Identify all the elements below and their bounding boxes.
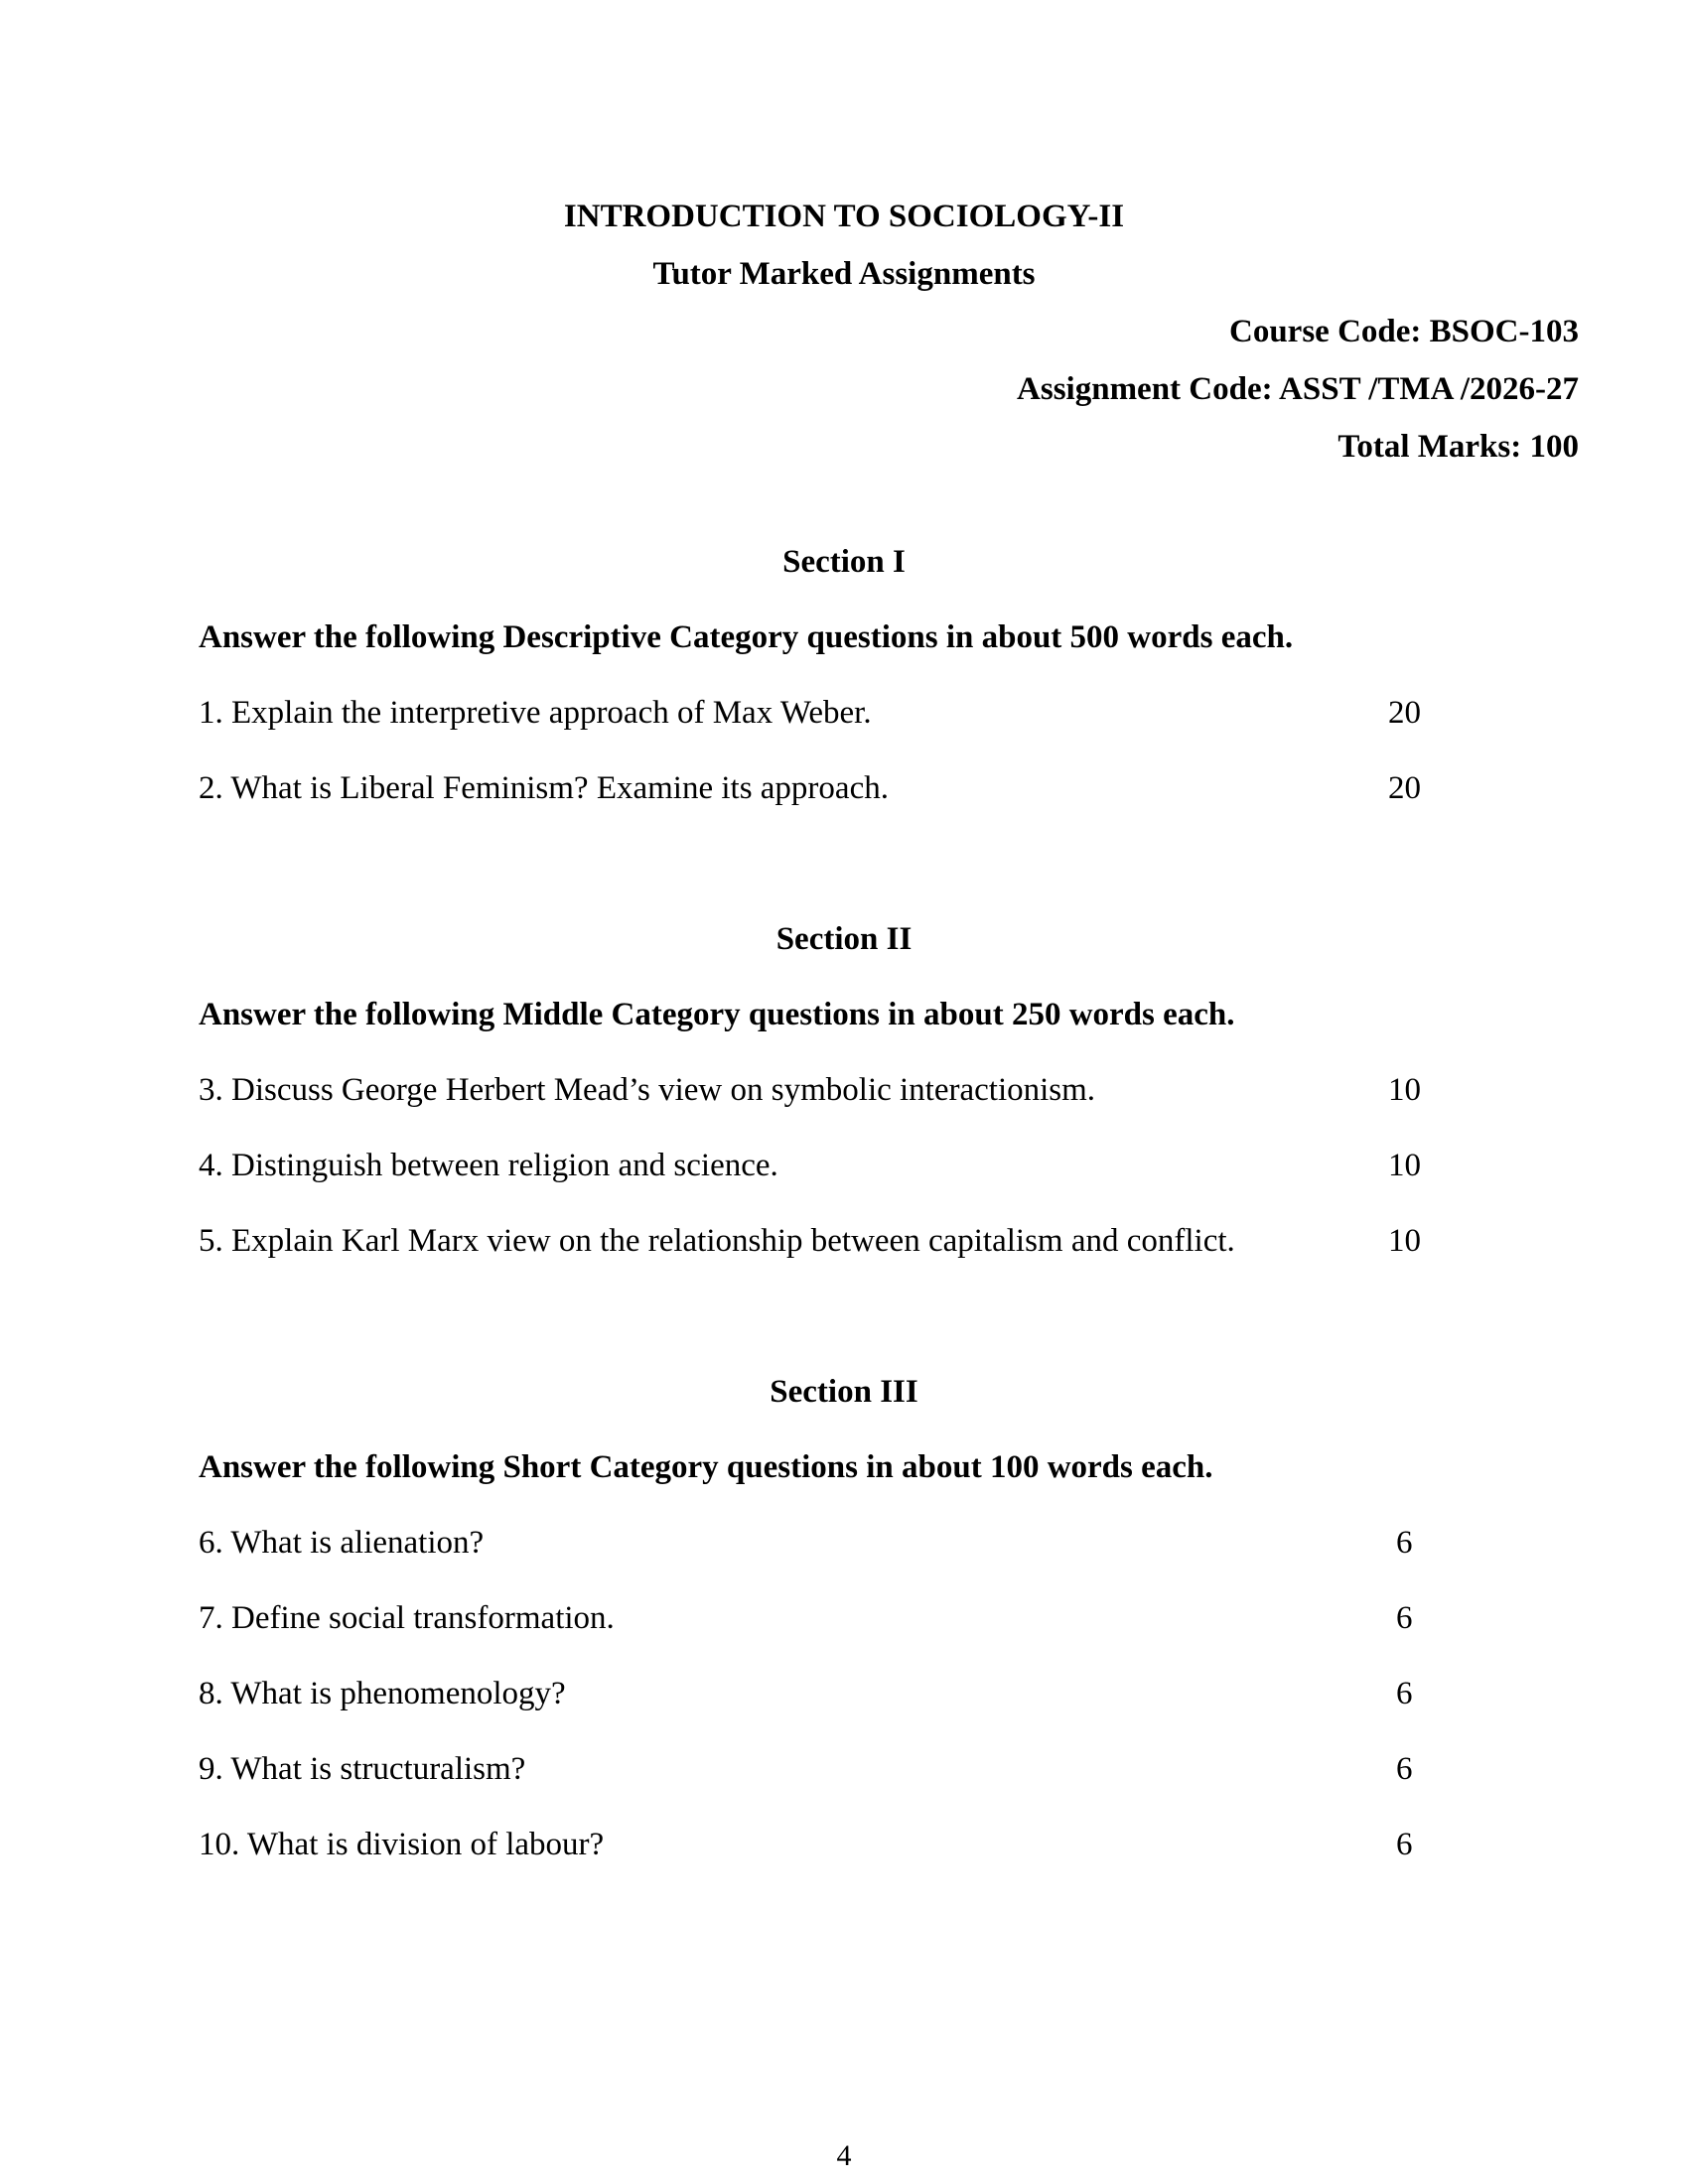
question-marks: 10: [1388, 1148, 1421, 1183]
section-3-heading: Section III: [770, 1374, 918, 1410]
section-2-heading: Section II: [775, 921, 913, 957]
question-text: 6. What is alienation?: [199, 1525, 485, 1561]
question-marks: 6: [1396, 1676, 1413, 1711]
question-marks: 20: [1388, 770, 1421, 806]
question-marks: 6: [1396, 1525, 1413, 1561]
question-text: 10. What is division of labour?: [199, 1827, 605, 1862]
section-1-instruction: Answer the following Descriptive Category questions in about 500 words each.: [199, 619, 1294, 655]
question-text: 8. What is phenomenology?: [199, 1676, 566, 1711]
question-text: 2. What is Liberal Feminism? Examine its approach.: [199, 770, 889, 806]
section-2-instruction: Answer the following Middle Category questions in about 250 words each.: [199, 997, 1235, 1032]
total-marks: Total Marks: 100: [1337, 429, 1579, 465]
section-3-instruction: Answer the following Short Category questions in about 100 words each.: [199, 1449, 1213, 1485]
question-marks: 6: [1396, 1600, 1413, 1636]
document-subtitle: Tutor Marked Assignments: [652, 256, 1036, 292]
course-code: Course Code: BSOC-103: [1229, 314, 1579, 349]
question-text: 4. Distinguish between religion and science.: [199, 1148, 778, 1183]
question-marks: 20: [1388, 695, 1421, 731]
document-title: INTRODUCTION TO SOCIOLOGY-II: [563, 199, 1125, 234]
question-text: 3. Discuss George Herbert Mead’s view on symbolic interactionism.: [199, 1072, 1096, 1108]
question-text: 5. Explain Karl Marx view on the relationship between capitalism and conflict.: [199, 1223, 1235, 1259]
assignment-code: Assignment Code: ASST /TMA /2026-27: [1017, 371, 1579, 407]
page-number: 4: [836, 2139, 852, 2172]
question-text: 7. Define social transformation.: [199, 1600, 615, 1636]
question-text: 1. Explain the interpretive approach of Max Weber.: [199, 695, 872, 731]
question-marks: 10: [1388, 1223, 1421, 1259]
question-marks: 6: [1396, 1827, 1413, 1862]
question-marks: 6: [1396, 1751, 1413, 1787]
question-marks: 10: [1388, 1072, 1421, 1108]
section-1-heading: Section I: [782, 544, 906, 580]
question-text: 9. What is structuralism?: [199, 1751, 526, 1787]
